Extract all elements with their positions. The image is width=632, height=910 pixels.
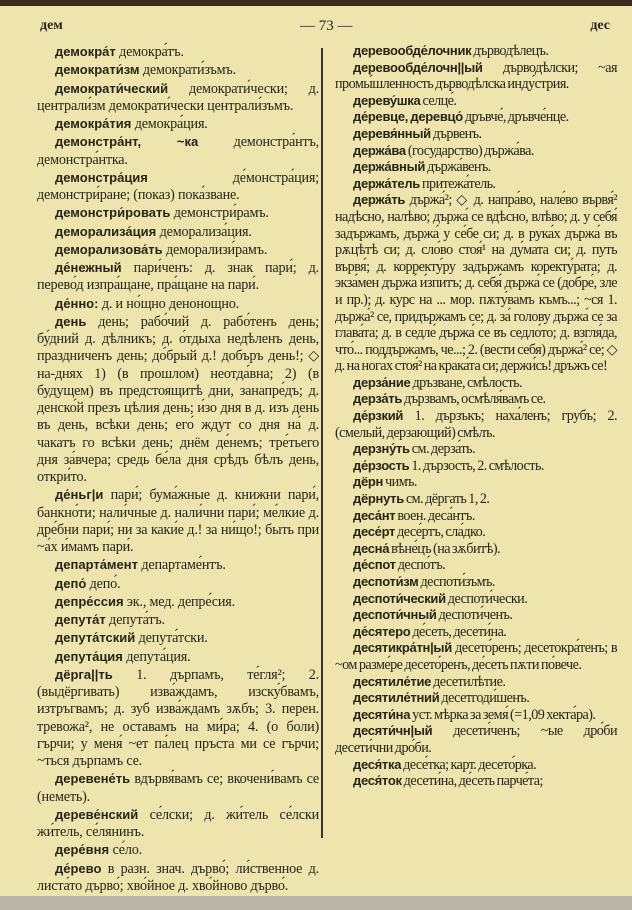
headword: депо́ [55,575,87,591]
headword: деса́нт [353,507,396,523]
headword: демократи́ческий [55,80,169,96]
definition: дръвче́, дръвче́нце. [464,109,569,126]
definition: см. дёргать 1, 2. [405,491,490,508]
headword: десе́рт [353,524,396,540]
definition: десети́на, де́сеть парче́та; [403,773,543,790]
headword: десятикра́тн|ый [353,640,452,656]
dictionary-entry [37,593,319,611]
headword: де́сятеро [353,623,411,639]
headword: деся́тка [353,756,402,772]
headword: десна́ [353,540,390,556]
dictionary-entry [37,313,319,487]
definition: д. и но́щно денонощно. [101,295,239,312]
headword: деревя́нный [353,125,431,141]
dictionary-entry [37,204,319,222]
dictionary-entry [37,629,319,647]
dictionary-entry [335,109,617,126]
headword: деревене́ть [55,771,131,787]
definition: дърводѣлецъ. [473,43,549,59]
definition: 1. дързъкъ; наха́ленъ; грубъ; 2. (смелый, дерзающий) смѣлъ. [335,408,618,441]
definition: десе́тка; карт. десето́рка. [403,756,537,773]
definition: деморализи́рамъ. [165,241,268,258]
definition: депута́тъ. [109,612,165,628]
headword: деморализова́ть [55,241,163,257]
definition: селце́. [422,92,457,109]
headword: депута́тский [55,630,136,646]
dictionary-entry [37,241,319,259]
definition: десето́ренъ; десетокра́тенъ; в ~ом разме́ре десето́ренъ, де́сеть пѫти по́вече. [335,640,617,673]
dictionary-entry [335,773,617,790]
definition: демонстри́рамъ. [173,205,269,222]
headword: де́спот [353,557,396,573]
headword: демократи́зм [55,62,140,78]
dictionary-entry [37,295,319,313]
definition: воен. деса́нтъ. [397,507,475,524]
definition: държа́венъ. [427,159,491,176]
headword: держа́ва [353,142,406,158]
definition: вѣне́цъ (на зѫбитѣ). [391,540,500,557]
definition: пари́; бума́жные д. книжни пари́, банкно́ти; нали́чные д. нали́чни пари́; ме́лкие д. дре́бни пари́; ни за каки́е д.! за ни́що!; быть при ~а́х и́мамъ пари́. [37,487,319,555]
headword: деморализа́ция [55,223,157,239]
dictionary-entry [335,491,617,508]
dictionary-entry [37,61,319,79]
headword: дере́вня [55,842,110,858]
dictionary-entry [37,133,319,169]
headword: десятиле́тний [353,690,440,706]
definition: десетилѣтие. [433,673,506,690]
dictionary-entry [37,169,319,205]
headword: депута́т [55,612,106,627]
definition: деспо́тъ. [397,557,446,574]
definition: десе́ртъ, сла́дко. [397,524,486,541]
dictionary-entry [335,143,617,160]
dictionary-entry [335,757,617,774]
headword: демокра́тия [55,116,132,131]
column-divider [321,48,323,838]
headword: де́рево [55,860,102,876]
headword: день [55,313,87,329]
definition: деморализа́ция. [159,223,252,240]
definition: де́монстра́ция; демонстри́ране; (показ) пока́зване. [37,169,319,203]
headword: де́нно: [55,295,99,311]
headword: деспоти́ческий [353,590,446,606]
dictionary-entry [335,176,617,193]
dictionary-entry [37,575,319,593]
dictionary-entry [335,375,617,392]
definition: в разн. знач. дърво́; ли́ственное д. листа́то дърво́; хво́йное д. хво́йново дърво́. [37,860,319,894]
dictionary-entry [37,806,319,842]
dictionary-entry [37,115,319,133]
definition: (государство) държа́ва. [407,142,534,159]
headword: департа́мент [55,557,138,573]
dictionary-entry [335,524,617,541]
headword: дёрнуть [353,491,404,507]
headword: держа́тель [353,175,421,191]
definition: държа́²; ◇ д. напра́во, нале́во вървя́² надѣсно, налѣво; държа́ се вдѣсно, влѣво; д. у себя́ задържамъ, държа́ у се́бе си; д. в рука́х държа́ въ рѫцѣтѣ си; д. сло́во стоя́¹ на ду́мата си; д. путь вървя́; д. корректу́ру задържамъ коректу́рата; д. экза́мен държа́ и́зпитъ; д. себя́ държа́ се (добре́, зле и пр.); д. курс на ... мор. пѫту́вамъ къмъ...; ~ся 1. държа́² се, придържамъ се; д. за́ голову държа́ се за глава́та; д. в седле́ държа́ се въ седло́то; д. взгля́да, что́... поддържамъ, че...; 2. (вести себя) държа́² се; ◇ д. на нога́х стоя́² на крака́та си; держи́сь! дръжъ се! [335,192,618,375]
dictionary-entry [335,43,617,60]
headword: дёрга||ть [55,666,113,682]
headword: дерза́ние [353,374,411,390]
dictionary-entry [335,391,617,408]
headword: демонстра́нт, ~ка [55,134,199,150]
dictionary-entry [37,648,319,666]
dictionary-entry [335,591,617,608]
dictionary-entry [335,574,617,591]
definition: 1. дърпамъ, те́гля²; 2. (выдёргивать) изва́ждамъ, изску́бвамъ, изтръгвамъ; д. зуб изва́ждамъ зѫбъ; 3. перен. тревожа², не оставамъ на ми́ра; 4. (о боли) гърчи; у меня́ ~ет па́лец пръста ми се гърчи; ~ться дърпамъ се. [37,666,319,769]
definition: чимъ. [385,474,417,491]
headword: дёрн [353,474,384,490]
dictionary-entry [37,43,319,61]
dictionary-entry [335,674,617,691]
dictionary-entry [335,707,617,724]
definition: деспоти́ченъ. [438,607,513,624]
dictionary-entry [37,841,319,859]
running-head-right: дес [590,18,610,33]
dictionary-entry [335,474,617,491]
definition: эк., мед. депре́сия. [126,593,235,610]
headword: деспоти́зм [353,574,419,589]
dictionary-entry [335,640,617,673]
definition: день; рабо́чий д. рабо́тенъ день; бу́дний д. дѣлникъ; д. о́тдыха недѣленъ день, праздниченъ день; до́брый д.! добъръ день!; ◇ на-днях 1) (в прошлом) неотда́вна; 2) (в будущем) въ предстоящитѣ дни, занапре́дъ; д. денско́й презъ цѣлия день; и́зо дня в д. изъ день въ день, всѣки день; его́ ждут со дня на́ д. чакатъ го всѣки день; днём де́немъ; тре́тьего дня за́вчера; средь бе́ла дня срѣдъ бѣлъ день, откри́то. [37,313,319,485]
left-column [37,43,319,895]
definition: демонстра́нтъ, демонстра́нтка. [37,134,319,168]
definition: десетгоди́шенъ. [441,690,530,707]
headword: дерзну́ть [353,441,410,457]
dictionary-entry [335,441,617,458]
dictionary-entry [335,723,617,756]
dictionary-entry [37,556,319,574]
headword: демокра́т [55,44,116,59]
dictionary-entry [37,666,319,771]
headword: держа́вный [353,159,426,175]
dictionary-entry [335,458,617,475]
headword: деся́ток [353,773,402,789]
dictionary-entry [335,607,617,624]
headword: дерза́ть [353,391,403,407]
definition: депута́ция. [126,648,191,665]
headword: де́рзкий [353,408,404,424]
definition: дървенъ. [432,125,482,142]
headword: десяти́чн|ый [353,723,433,739]
dictionary-entry [335,126,617,143]
definition: демократи́зъмъ. [142,62,236,79]
headword: демонстра́ция [55,169,148,185]
dictionary-entry [335,408,617,441]
definition: депо́. [89,575,121,592]
dictionary-entry [335,93,617,110]
headword: держа́ть [353,192,406,208]
headword: депута́ция [55,648,123,664]
definition: се́ло. [112,842,142,859]
definition: демокра́ция. [134,116,208,132]
headword: деспоти́чный [353,607,437,623]
dictionary-entry [335,624,617,641]
definition: департаме́нтъ. [141,557,226,574]
definition: дързвамъ, осмѣля́вамъ се. [404,391,546,408]
definition: деспоти́зъмъ. [420,574,495,590]
scan-top-edge [0,0,632,6]
scan-bottom-edge [0,896,632,910]
dictionary-entry [37,486,319,556]
definition: десети́ченъ; ~ые дро́би десети́чни дро́би. [335,723,617,756]
running-head-left: дем [40,18,63,33]
headword: деревообде́лочник [353,43,472,58]
definition: пари́ченъ: д. знак пари́; д. перево́д изпра́щане, пра́щане на пари́. [37,260,319,294]
definition: демократи́чески; д. централи́зм демократи́чески централи́зъмъ. [37,80,319,114]
definition: притежа́тель. [422,175,496,192]
dictionary-entry [37,611,319,629]
definition: уст. мѣрка за земя́ (=1,09 хекта́ра). [412,706,596,723]
definition: депута́тски. [138,630,208,647]
definition: 1. дързость, 2. смѣлость. [411,457,544,474]
dictionary-entry [335,192,617,375]
page-number: — 73 — [300,18,353,34]
headword: деревообде́лочн||ый [353,59,483,75]
dictionary-entry [335,557,617,574]
headword: десятиле́тие [353,673,432,689]
headword: де́рзость [353,457,410,473]
headword: де́ревце, деревцо́ [353,109,463,125]
dictionary-entry [37,80,319,116]
headword: дереве́нский [55,806,139,822]
right-column [335,43,617,790]
dictionary-entry [335,508,617,525]
dictionary-entry [335,60,617,93]
dictionary-entry [37,223,319,241]
definition: демокра́тъ. [119,44,184,60]
definition: деспоти́чески. [447,590,528,607]
definition: см. дерза́ть. [411,441,476,458]
headword: де́ньг|и [55,487,104,503]
dictionary-entry [37,259,319,295]
dictionary-entry [37,860,319,896]
definition: дърводѣлски; ~ая промы́шленность дърводѣлска инду́стрия. [335,59,617,93]
definition: се́лски; д. жи́тель се́лски жи́тель, се́лянинъ. [37,806,319,840]
headword: де́нежный [55,260,122,275]
dictionary-entry [37,770,319,806]
definition: вдървя́вамъ се; вкочени́вамъ се (неметь). [37,771,319,805]
definition: де́сеть, десети́на. [412,623,507,640]
dictionary-entry [335,690,617,707]
headword: дереву́шка [353,92,421,108]
headword: демонстри́ровать [55,205,171,221]
dictionary-entry [335,159,617,176]
headword: десяти́на [353,706,411,722]
headword: депре́ссия [55,593,124,609]
definition: дръзване, смѣлость. [412,374,523,391]
dictionary-entry [335,541,617,558]
